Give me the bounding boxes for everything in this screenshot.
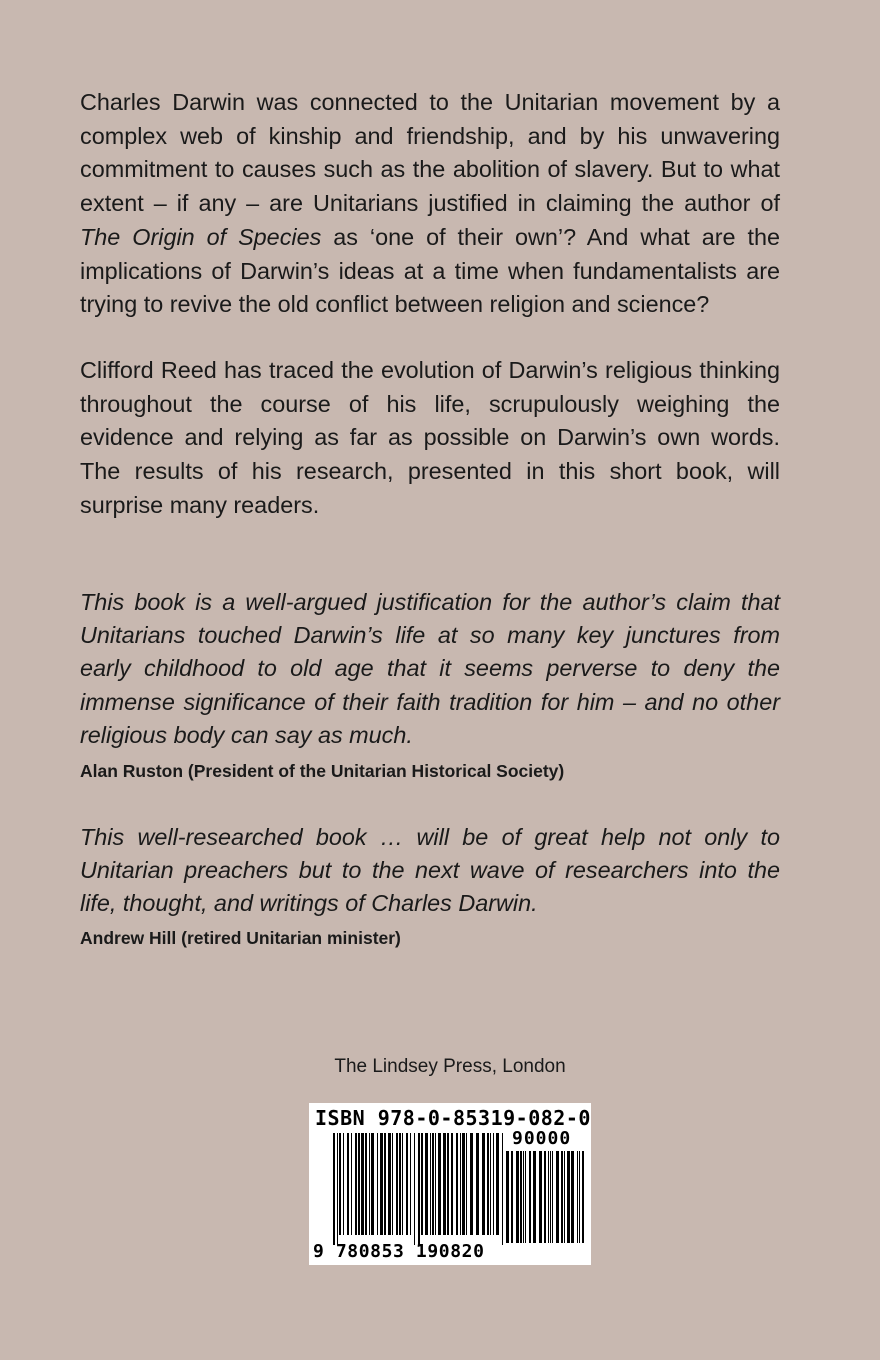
- barcode-bar: [552, 1151, 553, 1243]
- barcode-bar: [456, 1133, 458, 1235]
- barcode-bar: [351, 1133, 352, 1235]
- barcode-bar: [392, 1133, 393, 1235]
- barcode-bar: [523, 1151, 524, 1243]
- barcode-bar: [406, 1133, 408, 1235]
- barcode-bar: [476, 1133, 479, 1235]
- barcode-bar: [493, 1133, 494, 1235]
- barcode-bar: [365, 1133, 367, 1235]
- barcode-bar: [355, 1133, 357, 1235]
- barcode-bar: [533, 1151, 536, 1243]
- barcode-bar: [399, 1133, 401, 1235]
- barcode-bar: [550, 1151, 551, 1243]
- barcode-bar: [516, 1151, 519, 1243]
- barcode-bar: [462, 1133, 465, 1235]
- blurb-p1-text-a: Charles Darwin was connected to the Unitarian movement by a complex web of kinship and friendship, and by his unwavering commitment to causes such as the abolition of slavery. But to what extent – if any – are Unitarians justified in claiming the author of: [80, 89, 780, 217]
- barcode-bar: [347, 1133, 349, 1235]
- barcode-bar: [380, 1133, 383, 1235]
- barcode-bar: [369, 1133, 370, 1235]
- barcode-bar: [482, 1133, 485, 1235]
- barcode-bar: [451, 1133, 453, 1235]
- endorsement-attribution-2: Andrew Hill (retired Unitarian minister): [80, 928, 401, 948]
- barcode-bar: [430, 1133, 431, 1235]
- barcode-bar: [361, 1133, 364, 1235]
- blurb-paragraph-1: [80, 86, 780, 322]
- barcode-bar: [470, 1133, 473, 1235]
- barcode-bar: [414, 1133, 415, 1245]
- book-title: The Origin of Species: [80, 223, 322, 250]
- barcode-bar: [443, 1133, 446, 1235]
- barcode-bar: [339, 1133, 341, 1235]
- barcode-bar: [333, 1133, 335, 1245]
- barcode-bar: [487, 1133, 489, 1235]
- barcode-bar: [548, 1151, 549, 1243]
- blurb-p1-text-b: as ‘one of their own’? And what are the implications of Darwin’s ideas at a time when fundamentalists are trying to revive the old conflict between religion and science?: [80, 223, 780, 318]
- barcode-bar: [525, 1151, 526, 1243]
- barcode-bar: [438, 1133, 441, 1235]
- barcode-bar: [502, 1133, 503, 1245]
- barcode-bar: [511, 1151, 513, 1243]
- blurb-paragraph-2: Clifford Reed has traced the evolution of Darwin’s religious thinking throughout the course of his life, scrupulously weighing the evidence and relying as far as possible on Darwin’s own words. The results of his research, presented in this short book, will surprise many readers.: [80, 357, 780, 518]
- ean-digits: 9 780853 190820: [313, 1241, 485, 1262]
- barcode-bar: [343, 1133, 344, 1235]
- barcode-bar: [377, 1133, 378, 1235]
- barcode-bar: [418, 1133, 420, 1245]
- barcode-bar: [529, 1151, 531, 1243]
- barcode-bar: [371, 1133, 374, 1235]
- barcode-bar: [579, 1151, 580, 1243]
- barcode-bar: [577, 1151, 578, 1243]
- barcode-bar: [425, 1133, 428, 1235]
- endorsement-quote-1: This book is a well-argued justification for the author’s claim that Unitarians touched Darwin’s life at so many key junctures from early childhood to old age that it seems perverse to deny the immense significance of their faith tradition for him – and no other religious body can say as much.: [80, 589, 780, 748]
- barcode-bar: [402, 1133, 403, 1235]
- barcode-bar: [520, 1151, 522, 1243]
- barcode-bar: [337, 1133, 338, 1245]
- isbn-label: ISBN 978-0-85319-082-0: [315, 1106, 591, 1130]
- publisher-name: The Lindsey Press, London: [334, 1056, 566, 1077]
- barcode-bar: [506, 1151, 509, 1243]
- barcode-bar: [410, 1133, 411, 1235]
- barcode-bar: [561, 1151, 563, 1243]
- barcode-bar: [490, 1133, 491, 1235]
- barcode-addon-digits: 90000: [512, 1128, 572, 1149]
- barcode-bar: [582, 1151, 584, 1243]
- barcode-bar: [556, 1151, 559, 1243]
- barcode-bar: [571, 1151, 574, 1243]
- barcode-bar: [539, 1151, 542, 1243]
- barcode-bar: [435, 1133, 436, 1235]
- barcode-bar: [358, 1133, 360, 1235]
- barcode-bar: [564, 1151, 565, 1243]
- barcode-bar: [544, 1151, 546, 1243]
- barcode-bar: [466, 1133, 467, 1235]
- endorsement-quote-2: This well-researched book … will be of great help not only to Unitarian preachers but to the next wave of researchers into the life, thought, and writings of Charles Darwin.: [80, 824, 780, 917]
- barcode: [309, 1103, 591, 1265]
- barcode-bar: [460, 1133, 461, 1235]
- barcode-bar: [388, 1133, 391, 1235]
- barcode-bar: [567, 1151, 570, 1243]
- barcode-bar: [496, 1133, 499, 1235]
- endorsement-attribution-1: Alan Ruston (President of the Unitarian Historical Society): [80, 761, 565, 781]
- barcode-bar: [421, 1133, 423, 1235]
- barcode-bar: [396, 1133, 398, 1235]
- barcode-bar: [384, 1133, 386, 1235]
- barcode-bar: [432, 1133, 434, 1235]
- barcode-bar: [447, 1133, 449, 1235]
